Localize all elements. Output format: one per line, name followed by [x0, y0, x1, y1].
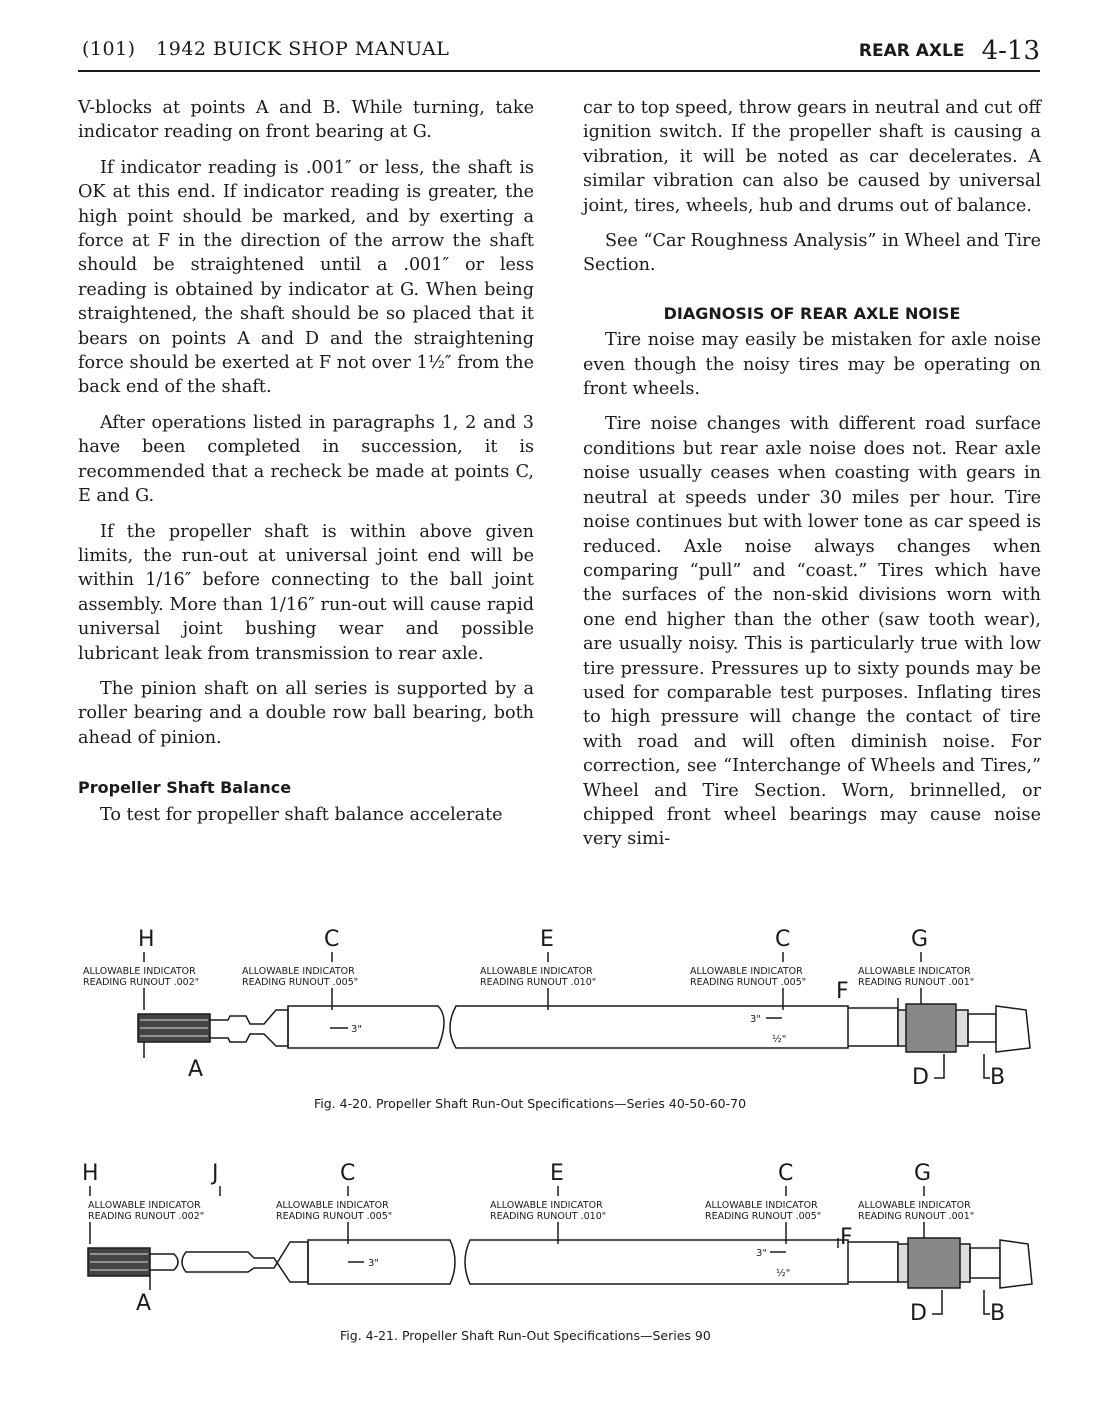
paragraph: Tire noise may easily be mistaken for axle noise even though the noisy tires may be operating on front wheels. [583, 330, 1041, 400]
spec-label: ALLOWABLE INDICATOR [690, 966, 803, 977]
label-h: H [138, 927, 155, 952]
figure-4-21 [78, 1152, 1040, 1352]
spec-label: ALLOWABLE INDICATOR [490, 1200, 603, 1211]
label-a: A [188, 1057, 204, 1082]
spec-label: ALLOWABLE INDICATOR [480, 966, 593, 977]
figure-4-20 [78, 918, 1040, 1118]
label-d: D [912, 1065, 929, 1090]
label-e: E [550, 1161, 564, 1186]
label-f: F [840, 1225, 853, 1250]
label-e: E [540, 927, 554, 952]
label-c: C [775, 927, 791, 952]
propeller-shaft-diagram [78, 1152, 1040, 1352]
label-j: J [212, 1161, 219, 1186]
dim-label: 3" [756, 1248, 767, 1259]
spec-label: ALLOWABLE INDICATOR [88, 1200, 201, 1211]
section-title: REAR AXLE [858, 41, 965, 61]
spec-value: READING RUNOUT .002" [83, 977, 200, 988]
label-c: C [778, 1161, 794, 1186]
left-column [78, 96, 534, 838]
manual-title: 1942 BUICK SHOP MANUAL [156, 38, 450, 60]
section-heading: DIAGNOSIS OF REAR AXLE NOISE [663, 303, 961, 323]
dim-label: ½" [776, 1268, 791, 1279]
paragraph: See “Car Roughness Analysis” in Wheel and Tire Section. [583, 231, 1041, 276]
dim-label: 3" [368, 1258, 379, 1269]
spec-label: ALLOWABLE INDICATOR [83, 966, 196, 977]
spec-value: READING RUNOUT .010" [480, 977, 597, 988]
paragraph: V-blocks at points A and B. While turning, take indicator reading on front bearing at G. [78, 98, 534, 143]
spec-value: READING RUNOUT .005" [690, 977, 807, 988]
spec-label: ALLOWABLE INDICATOR [276, 1200, 389, 1211]
paragraph: The pinion shaft on all series is supported by a roller bearing and a double row ball bearing, both ahead of pinion. [78, 678, 534, 748]
spec-label: ALLOWABLE INDICATOR [242, 966, 355, 977]
spec-value: READING RUNOUT .001" [858, 977, 975, 988]
spec-label: ALLOWABLE INDICATOR [705, 1200, 818, 1211]
paragraph: To test for propeller shaft balance accelerate [100, 804, 503, 825]
spec-value: READING RUNOUT .005" [276, 1211, 393, 1222]
label-h: H [82, 1161, 99, 1186]
shaft-drawing [88, 1225, 1032, 1326]
paragraph: Tire noise changes with different road surface conditions but rear axle noise does not. Rear axle noise usually ceases when coasting with gears in neutral at speeds under 30 miles per hour. Tire noise continues but with lower tone as car speed is reduced. Axle noise always changes when comparing “pull” and “coast.” Tires which have the surfaces of the non-skid divisions worn with one end higher than the other (saw tooth wear), are usually noisy. This is particularly true with low tire pressure. Pressures up to sixty pounds may be used for comparable test purposes. Inflating tires to high pressure will change the contact of tire with road and will often diminish noise. For correction, see “Interchange of Wheels and Tires,” Wheel and Tire Section. Worn, brinnelled, or chipped front wheel bearings may cause noise very simi- [583, 414, 1041, 850]
dim-label: ½" [772, 1034, 787, 1045]
spec-label: ALLOWABLE INDICATOR [858, 966, 971, 977]
label-d: D [910, 1301, 927, 1326]
spec-value: READING RUNOUT .002" [88, 1211, 205, 1222]
label-c: C [340, 1161, 356, 1186]
page-ref: (101) [82, 38, 136, 60]
label-c: C [324, 927, 340, 952]
label-g: G [914, 1161, 932, 1186]
section-heading: Propeller Shaft Balance [78, 778, 292, 798]
shaft-drawing [138, 979, 1030, 1090]
label-a: A [136, 1291, 152, 1316]
figure-caption: Fig. 4-20. Propeller Shaft Run-Out Specifications—Series 40-50-60-70 [314, 1096, 747, 1111]
spec-value: READING RUNOUT .010" [490, 1211, 607, 1222]
spec-label: ALLOWABLE INDICATOR [858, 1200, 971, 1211]
spec-value: READING RUNOUT .001" [858, 1211, 975, 1222]
label-b: B [990, 1301, 1006, 1326]
paragraph: After operations listed in paragraphs 1, 2 and 3 have been completed in succession, it is recommended that a recheck be made at points C, E and G. [78, 412, 534, 507]
dim-label: 3" [750, 1014, 761, 1025]
page-number: 4-13 [981, 36, 1040, 66]
paragraph: If indicator reading is .001″ or less, the shaft is OK at this end. If indicator reading is greater, the high point should be marked, and by exerting a force at F in the direction of the arrow the shaft should be straightened until a .001″ or less reading is obtained by indicator at G. When being straightened, the shaft should be so placed that it bears on points A and D and the straightening force should be exerted at F not over 1½″ from the back end of the shaft. [78, 157, 534, 398]
right-column [583, 96, 1041, 863]
dim-label: 3" [351, 1024, 362, 1035]
page-header [78, 34, 1040, 72]
label-f: F [836, 979, 849, 1004]
spec-value: READING RUNOUT .005" [705, 1211, 822, 1222]
paragraph: If the propeller shaft is within above given limits, the run-out at universal joint end will be within 1/16″ before connecting to the ball joint assembly. More than 1/16″ run-out will cause rapid universal joint bushing wear and possible lubricant leak from transmission to rear axle. [78, 521, 534, 664]
label-g: G [911, 927, 929, 952]
header-left [82, 38, 463, 60]
propeller-shaft-diagram [78, 918, 1040, 1118]
paragraph: car to top speed, throw gears in neutral and cut off ignition switch. If the propeller shaft is causing a vibration, it will be noted as car decelerates. A similar vibration can also be caused by universal joint, tires, wheels, hub and drums out of balance. [583, 98, 1041, 216]
label-b: B [990, 1065, 1006, 1090]
header-right [859, 36, 1040, 66]
figure-caption: Fig. 4-21. Propeller Shaft Run-Out Specifications—Series 90 [340, 1328, 711, 1343]
spec-value: READING RUNOUT .005" [242, 977, 359, 988]
